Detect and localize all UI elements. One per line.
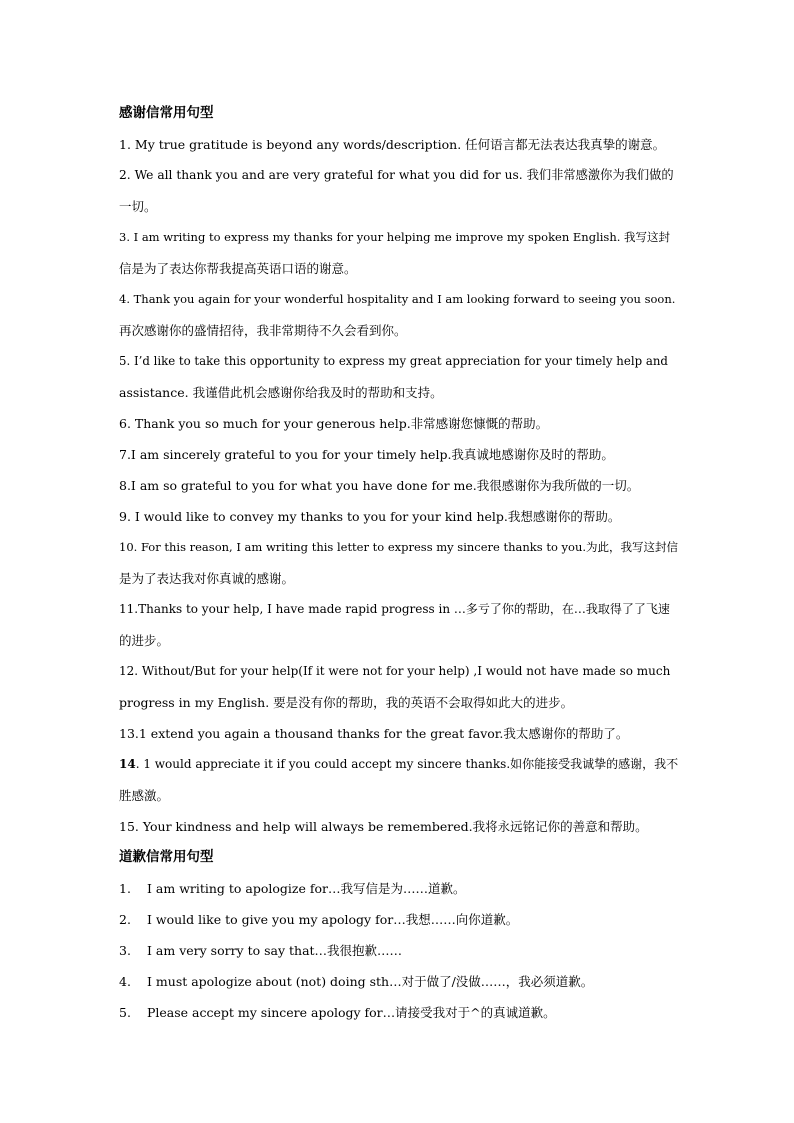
sentence-line: 6. Thank you so much for your generous help.非常感谢您慷慨的帮助。 [119,416,549,431]
sentence-line: 1. My true gratitude is beyond any words/description. 任何语言都无法表达我真挚的谢意。 [119,137,666,152]
sentence-line: assistance. 我谨借此机会感谢你给我及时的帮助和支持。 [119,385,443,400]
sentence-line: 15. Your kindness and help will always be remembered.我将永远铭记你的善意和帮助。 [119,819,648,834]
list-text: I must apologize about (not) doing sth…对于做了/没做……，我必须道歉。 [147,974,594,989]
sentence-line: 的进步。 [119,633,170,648]
sentence-line: 8.I am so grateful to you for what you have done for me.我很感谢你为我所做的一切。 [119,478,640,493]
sentence-line-14 [119,749,679,780]
sentence-line: 5. I’d like to take this opportunity to express my great appreciation for your timely help and [119,354,668,368]
sentence-line: 信是为了表达你帮我提高英语口语的谢意。 [119,261,357,276]
sentence-number: 14 [119,757,136,771]
sentence-line: 再次感谢你的盛情招待，我非常期待不久会看到你。 [119,323,407,338]
sentence-text: . 1 would appreciate it if you could accept my sincere thanks.如你能接受我诚挚的感谢，我不 [135,757,679,771]
list-text: Please accept my sincere apology for…请接受我对于^的真诚道歉。 [147,1005,556,1020]
sentence-line: 9. I would like to convey my thanks to you for your kind help.我想感谢你的帮助。 [119,509,621,524]
sentence-line: 2. We all thank you and are very grateful for what you did for us. 我们非常感激你为我们做的 [119,168,674,182]
list-item [119,935,675,966]
section-title-thanks: 感谢信常用句型 [119,105,214,121]
sentence-line: 一切。 [119,199,157,214]
list-text: I am writing to apologize for…我写信是为……道歉。 [147,881,466,896]
list-text: I would like to give you my apology for…我想……向你道歉。 [147,912,519,927]
section-title-apology: 道歉信常用句型 [119,849,214,865]
sentence-line: 12. Without/But for your help(If it were not for your help) ,I would not have made so much [119,664,671,678]
sentence-line: 13.1 extend you again a thousand thanks for the great favor.我太感谢你的帮助了。 [119,726,629,741]
sentence-line: 3. I am writing to express my thanks for your helping me improve my spoken English. 我写这封 [119,230,671,244]
list-item [119,904,675,935]
sentence-line: 10. For this reason, I am writing this letter to express my sincere thanks to you.为此，我写这封信 [119,540,679,554]
sentence-line: 7.I am sincerely grateful to you for your timely help.我真诚地感谢你及时的帮助。 [119,447,614,462]
list-number: 4. [119,974,131,989]
list-number: 2. [119,912,131,927]
list-item [119,966,675,997]
list-text: I am very sorry to say that…我很抱歉…… [147,943,403,958]
list-item [119,997,675,1028]
sentence-line: 胜感激。 [119,788,170,803]
sentence-line: progress in my English. 要是没有你的帮助，我的英语不会取得如此大的进步。 [119,695,574,710]
sentence-line: 11.Thanks to your help, I have made rapid progress in …多亏了你的帮助，在…我取得了了飞速 [119,602,670,616]
sentence-line: 是为了表达我对你真诚的感谢。 [119,571,295,586]
list-number: 1. [119,881,131,896]
list-item [119,873,675,904]
list-number: 3. [119,943,131,958]
sentence-line: 4. Thank you again for your wonderful hospitality and I am looking forward to seeing you soon. [119,292,676,306]
document-page [119,98,679,1028]
list-number: 5. [119,1005,131,1020]
